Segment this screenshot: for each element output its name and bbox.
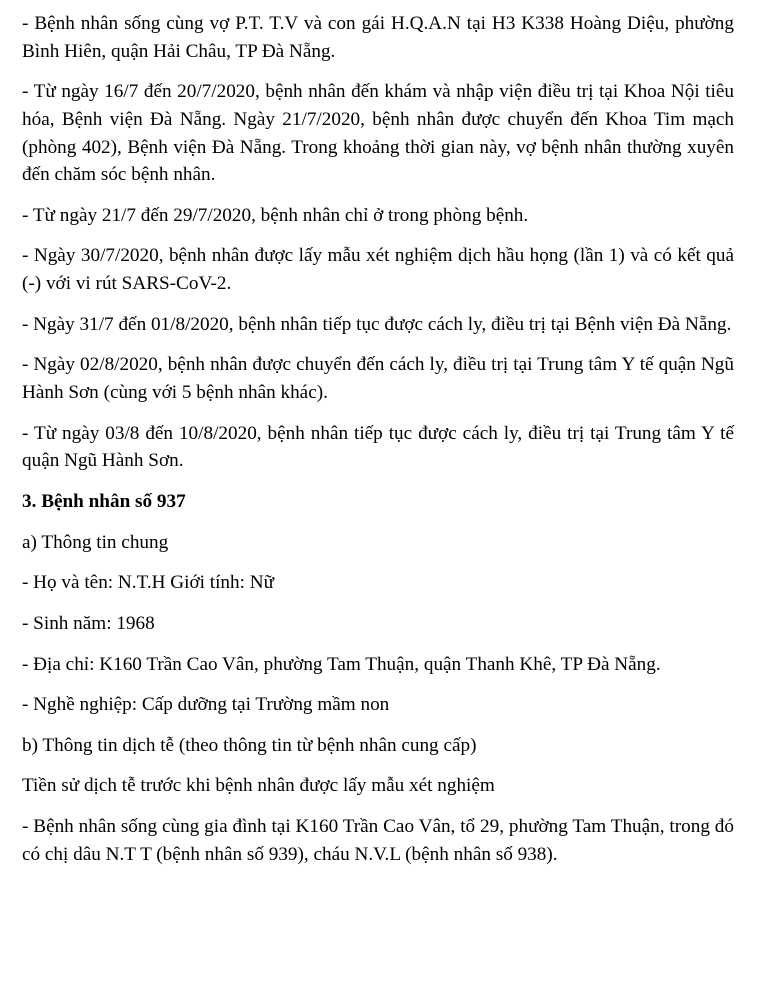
field-birth-year: - Sinh năm: 1968 <box>22 612 155 634</box>
paragraph-continued-isolation: - Từ ngày 03/8 đến 10/8/2020, bệnh nhân tiếp tục được cách ly, điều trị tại Trung tâm Y tế quận Ngũ Hành Sơn. <box>22 422 734 472</box>
subheading-general-info: a) Thông tin chung <box>22 531 169 553</box>
field-occupation: - Nghề nghiệp: Cấp dưỡng tại Trường mầm non <box>22 694 390 716</box>
field-address: - Địa chỉ: K160 Trần Cao Vân, phường Tam Thuận, quận Thanh Khê, TP Đà Nẵng. <box>22 653 661 675</box>
field-name-gender: - Họ và tên: N.T.H Giới tính: Nữ <box>22 572 275 594</box>
paragraph-patient-residence: - Bệnh nhân sống cùng vợ P.T. T.V và con gái H.Q.A.N tại H3 K338 Hoàng Diệu, phường Bình Hiên, quận Hải Châu, TP Đà Nẵng. <box>22 13 734 62</box>
paragraph-isolation-danang-hospital: - Ngày 31/7 đến 01/8/2020, bệnh nhân tiếp tục được cách ly, điều trị tại Bệnh viện Đà Nẵng. <box>22 313 732 335</box>
subheading-epidemiological-info: b) Thông tin dịch tễ (theo thông tin từ bệnh nhân cung cấp) <box>22 734 477 756</box>
subheading-epidemiological-history: Tiền sử dịch tễ trước khi bệnh nhân được lấy mẫu xét nghiệm <box>22 775 495 797</box>
paragraph-ward-stay: - Từ ngày 21/7 đến 29/7/2020, bệnh nhân chỉ ở trong phòng bệnh. <box>22 204 529 226</box>
paragraph-family-contacts: - Bệnh nhân sống cùng gia đình tại K160 Trần Cao Vân, tổ 29, phường Tam Thuận, trong đó có chị dâu N.T T (bệnh nhân số 939), cháu N.V.L (bệnh nhân số 938). <box>22 816 734 865</box>
paragraph-transfer-nguhanhson: - Ngày 02/8/2020, bệnh nhân được chuyển đến cách ly, điều trị tại Trung tâm Y tế quận Ngũ Hành Sơn (cùng với 5 bệnh nhân khác). <box>22 354 734 404</box>
paragraph-hospital-timeline: - Từ ngày 16/7 đến 20/7/2020, bệnh nhân đến khám và nhập viện điều trị tại Khoa Nội tiêu hóa, Bệnh viện Đà Nẵng. Ngày 21/7/2020, bệnh nhân được chuyển đến Khoa Tim mạch (phòng 402), Bệnh viện Đà Nẵng. Trong khoảng thời gian này, vợ bệnh nhân thường xuyên đến chăm sóc bệnh nhân. <box>22 81 734 186</box>
paragraph-first-test-result: - Ngày 30/7/2020, bệnh nhân được lấy mẫu xét nghiệm dịch hầu họng (lần 1) và có kết quả (-) với vi rút SARS-CoV-2. <box>22 245 734 295</box>
heading-patient-937: 3. Bệnh nhân số 937 <box>22 490 186 512</box>
